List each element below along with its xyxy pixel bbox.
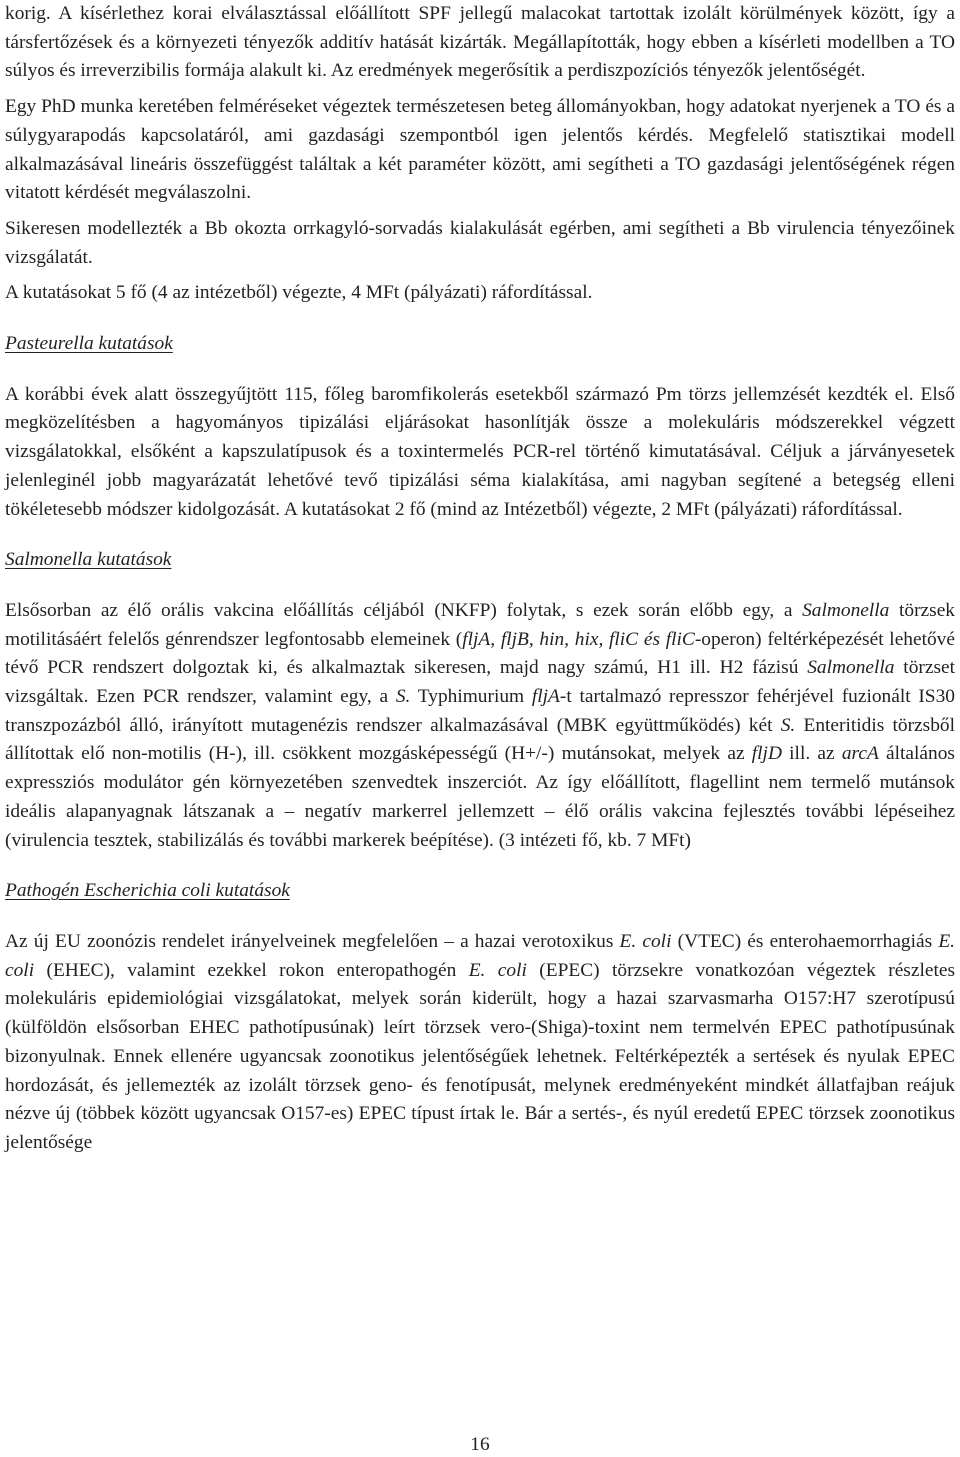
paragraph-pig-experiment: korig. A kísérlethez korai elválasztással előállított SPF jellegű malacokat tartottak izolált körülmények között, így a társfertőzések és a környezeti tényezők additív hatását kizárták. Megállapították, hogy ebben a kísérleti modellben a TO súlyos és irreverzibilis formája alakult ki. Az eredmények megerősítik a perdiszpozíciós tényezők jelentőségét. bbox=[5, 3, 955, 82]
species-name: E. coli bbox=[619, 930, 672, 952]
text-run: (EHEC), valamint ezekkel rokon enteropathogén bbox=[34, 959, 469, 981]
paragraph-ecoli bbox=[5, 928, 955, 1158]
text-run: Elsősorban az élő orális vakcina előállítás céljából (NKFP) folytak, s ezek során előbb egy, a bbox=[5, 599, 803, 621]
page-number: 16 bbox=[470, 1434, 490, 1455]
text-run: Typhimurium bbox=[410, 686, 532, 708]
text-run: -operon) feltérképezését lehetővé tévő PCR rendszert dolgoztak ki, és alkalmaztak sikeresen, majd nagy számú, H1 ill. H2 fázisú bbox=[5, 628, 955, 679]
gene-name: fljA bbox=[531, 686, 560, 708]
gene-names: fljA, fljB, hin, hix, fliC és fliC bbox=[462, 628, 695, 650]
species-name: Salmonella bbox=[802, 599, 890, 621]
text-run: (VTEC) és enterohaemorrhagiás bbox=[671, 930, 939, 952]
text-run: törzsek motilitásáért felelős génrendszer legfontosabb elemeinek ( bbox=[5, 599, 956, 650]
species-name: Salmonella bbox=[807, 657, 895, 679]
document-page bbox=[5, 0, 955, 1158]
species-name: E. coli bbox=[5, 930, 956, 981]
paragraph-funding: A kutatásokat 5 fő (4 az intézetből) végezte, 4 MFt (pályázati) ráfordítással. bbox=[5, 282, 593, 304]
species-abbreviation: S. bbox=[395, 686, 411, 708]
heading-pasteurella: Pasteurella kutatások bbox=[5, 333, 173, 355]
text-run: Enteritidis törzsből állítottak elő non-motilis (H-), ill. csökkent mozgásképességű (H+/-) mutánsokat, melyek az bbox=[5, 714, 955, 765]
text-run: -t tartalmazó represszor fehérjével fuzionált IS30 transzpozázból álló, irányított mutagenézis rendszer alkalmazásával (MBK együttműködés) két bbox=[5, 686, 955, 736]
paragraph-phd-survey: Egy PhD munka keretében felméréseket végeztek természetesen beteg állományokban, hogy adatokat nyerjenek a TO és a súlygyarapodás kapcsolatáról, ami gazdasági szempontból igen jelentős kérdés. Megfelelő statisztikai modell alkalmazásával lineáris összefüggést találtak a két paraméter között, ami segítheti a TO gazdasági jelentőségének régen vitatott kérdését megválaszolni. bbox=[5, 96, 955, 204]
gene-name: fljD bbox=[751, 743, 782, 765]
gene-name: arcA bbox=[841, 743, 879, 765]
text-run: általános expressziós modulátor gén környezetében szenvedtek inszerciót. Az így előállított, flagellint nem termelő mutánsok ideális alapanyagnak látszanak a – negatív markerrel jellemzett – élő orális vakcina fejlesztés további lépéseihez (virulencia tesztek, stabilizálás és további markerek beépítése). (3 intézeti fő, kb. 7 MFt) bbox=[5, 743, 955, 851]
text-run: Az új EU zoonózis rendelet irányelveinek megfelelően – a hazai verotoxikus bbox=[5, 930, 620, 952]
text-run: ill. az bbox=[781, 743, 842, 765]
heading-salmonella: Salmonella kutatások bbox=[5, 549, 172, 571]
paragraph-salmonella bbox=[5, 597, 955, 855]
species-abbreviation: S. bbox=[780, 714, 796, 736]
text-run: törzset vizsgáltak. Ezen PCR rendszer, valamint egy, a bbox=[5, 657, 955, 708]
species-name: E. coli bbox=[468, 959, 527, 981]
paragraph-bb-model: Sikeresen modellezték a Bb okozta orrkagyló-sorvadás kialakulását egérben, ami segítheti a Bb virulencia tényezőinek vizsgálatát. bbox=[5, 217, 955, 268]
paragraph-pasteurella: A korábbi évek alatt összegyűjtött 115, főleg baromfikolerás esetekből származó Pm törzs jellemzését kezdték el. Első megközelítésben a hagyományos tipizálási eljárásokat hasonlítják össze a molekuláris módszerekkel végzett vizsgálatokkal, elsőként a kapszulatípusok és a toxintermelés PCR-rel történő kimutatásával. Céljuk a járványesetek jelenleginél jobb magyarázatát lehetővé tevő tipizálási séma kialakítása, ami nagyban segítené a betegség elleni tökéletesebb módszer kidolgozását. A kutatásokat 2 fő (mind az Intézetből) végezte, 2 MFt (pályázati) ráfordítással. bbox=[5, 383, 955, 520]
text-run: (EPEC) törzsekre vonatkozóan végeztek részletes molekuláris epidemiológiai vizsgálatokat, melyek során kiderült, hogy a hazai szarvasmarha O157:H7 szerotípusú (külföldön elsősorban EHEC pathotípusúnak) leírt törzsek vero-(Shiga)-toxint nem termelvén EPEC pathotípusúnak bizonyulnak. Ennek ellenére ugyancsak zoonotikus jelentőségűek lehetnek. Feltérképezték a sertések és nyulak EPEC hordozását, és jellemezték az izolált törzsek geno- és fenotípusát, melynek eredményeként mindkét állatfajban reájuk nézve új (többek között ugyancsak O157-es) EPEC típust írtak le. Bár a sertés-, és nyúl eredetű EPEC törzsek zoonotikus jelentősége bbox=[5, 959, 955, 1153]
heading-ecoli: Pathogén Escherichia coli kutatások bbox=[5, 880, 290, 902]
